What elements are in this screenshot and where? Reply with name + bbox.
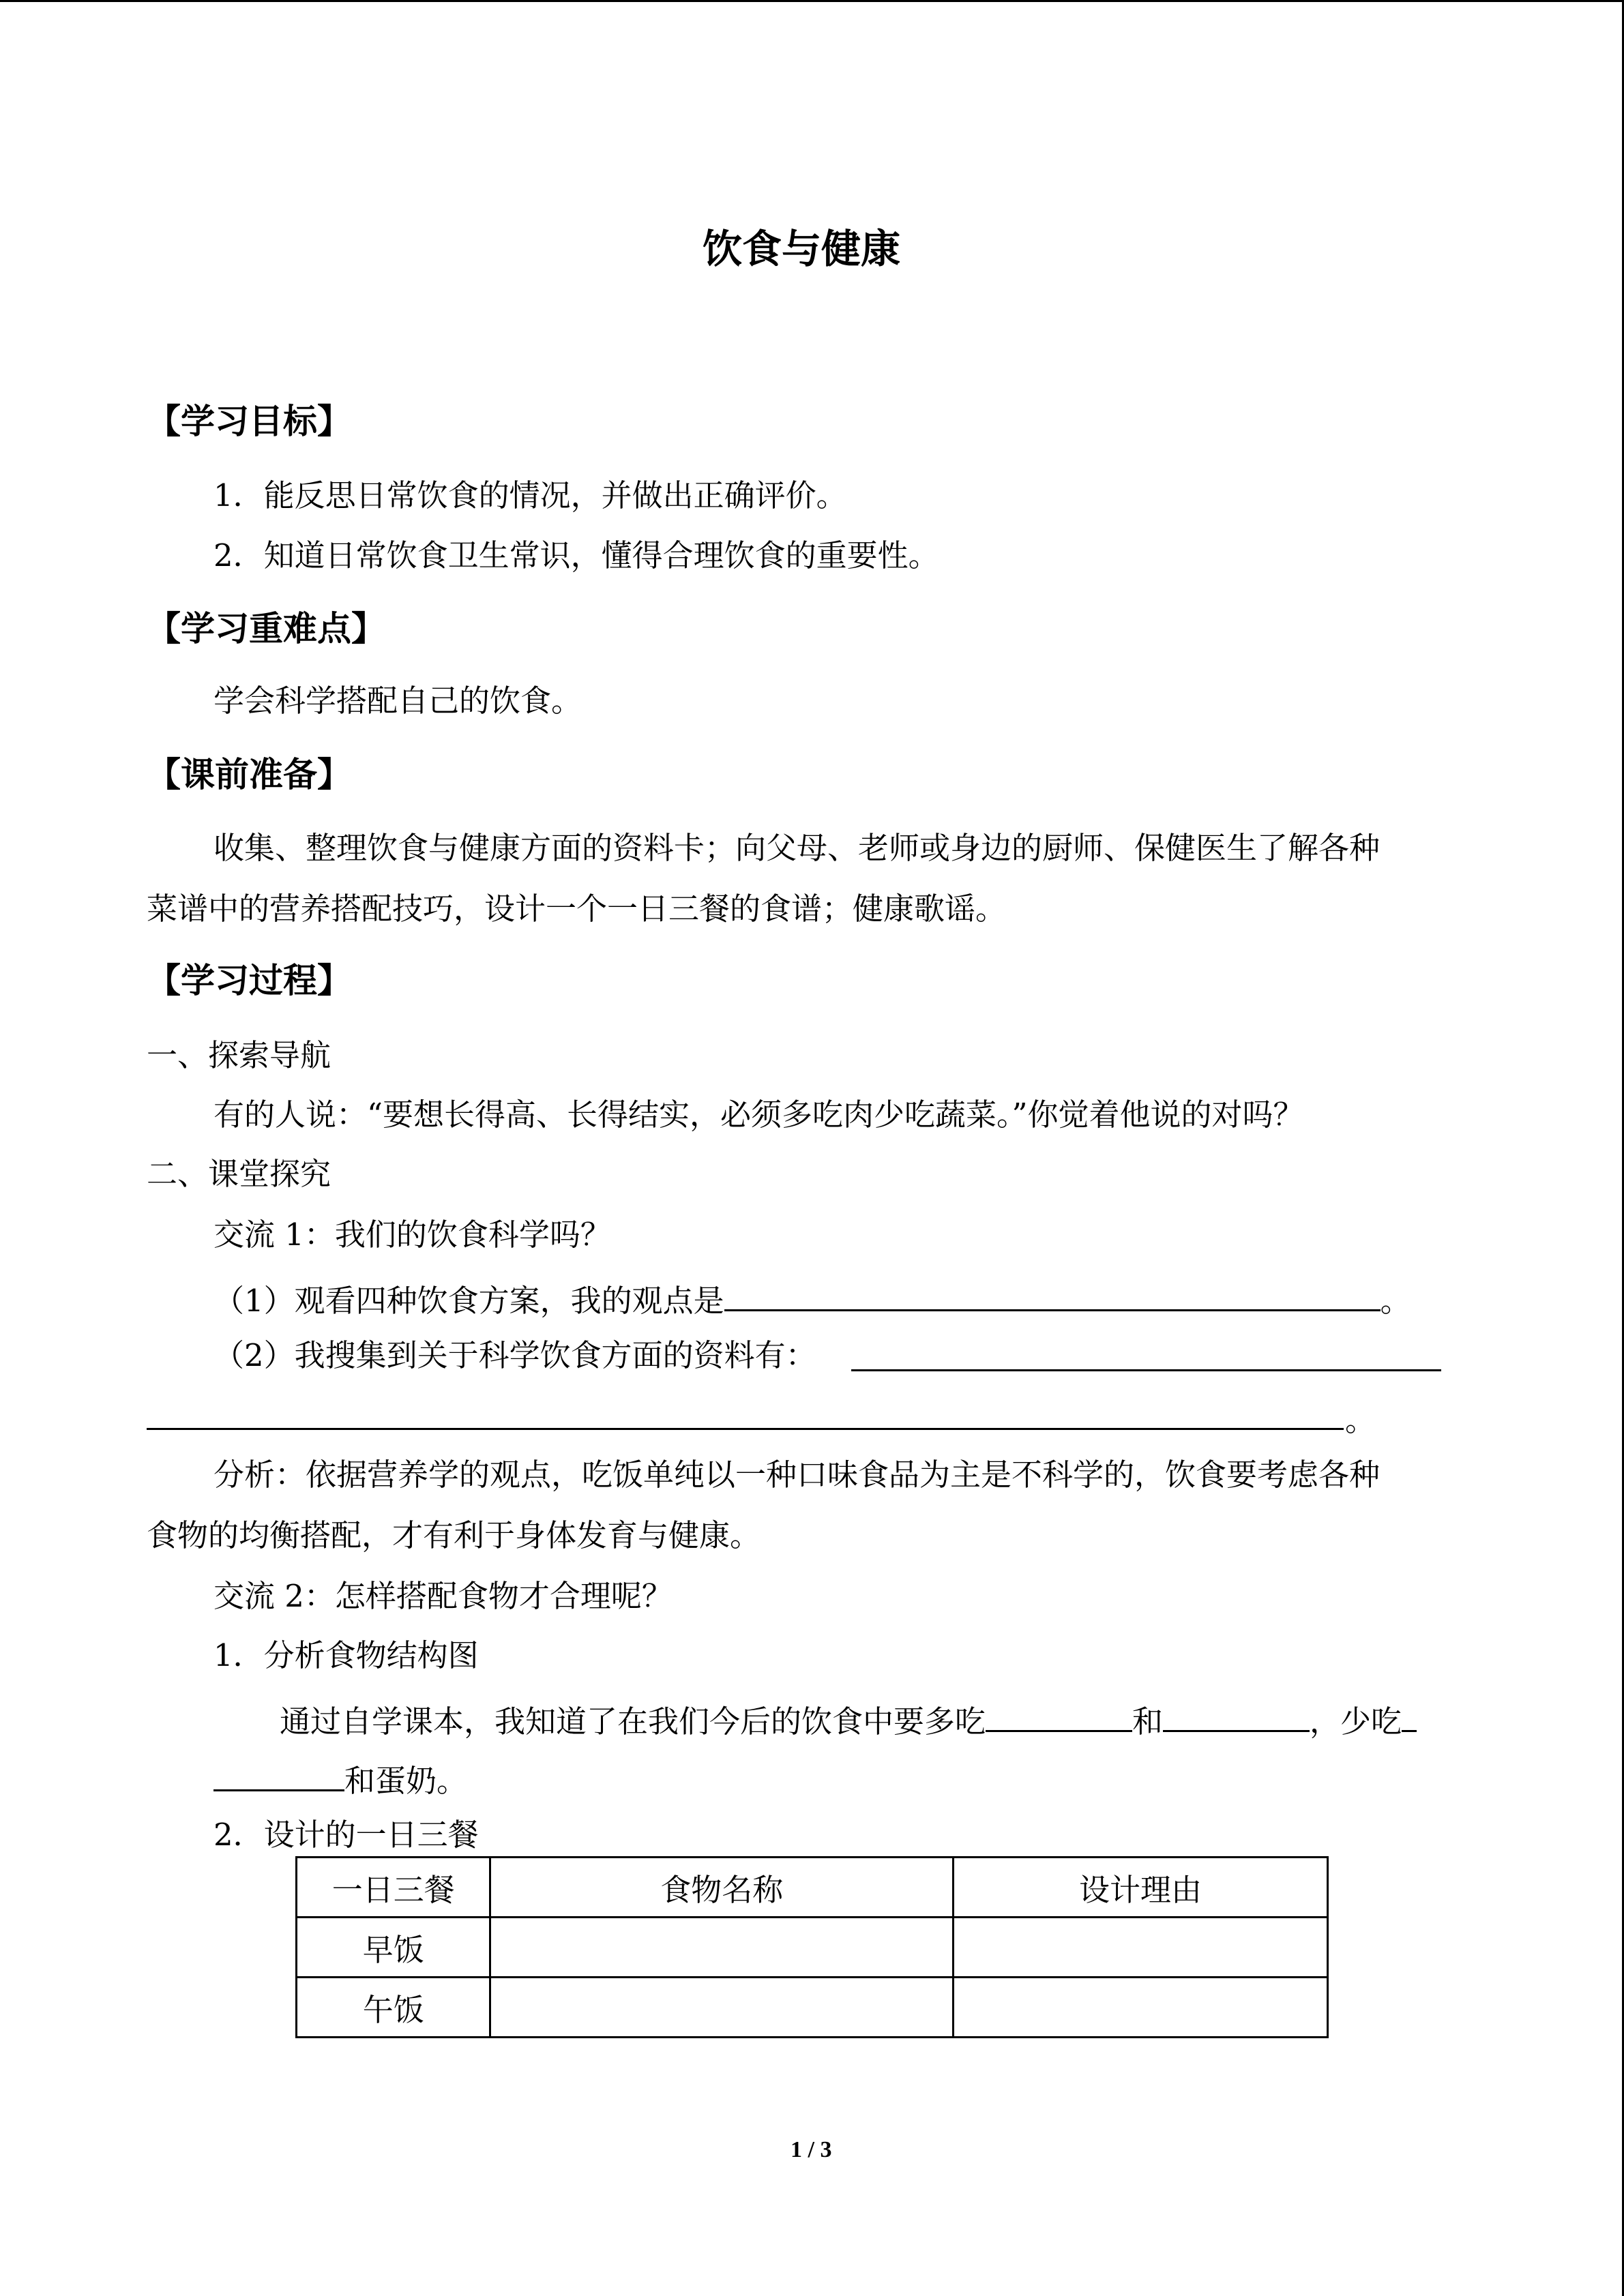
item-1-text: [280, 1700, 1417, 1740]
inquiry-heading: 二、课堂探究: [147, 1156, 331, 1192]
section-process: 【学习过程】: [147, 961, 351, 1000]
fill-blank-less[interactable]: [213, 1759, 344, 1791]
breakfast-reason-cell[interactable]: [954, 1918, 1328, 1978]
table-row: [297, 1918, 1328, 1978]
fill-blank-more-1[interactable]: [986, 1700, 1132, 1732]
page-title: 饮食与健康: [703, 226, 901, 272]
lunch-food-cell[interactable]: [490, 1978, 954, 2038]
meal-plan-table: [295, 1856, 1329, 2038]
answer-blank-2a[interactable]: [851, 1369, 1441, 1371]
item-1: 1．分析食物结构图: [213, 1637, 479, 1673]
page-number: 1 / 3: [791, 2137, 832, 2162]
item-1-text-line-2: [213, 1759, 468, 1799]
table-header-meal: 一日三餐: [297, 1858, 490, 1918]
exchange-1: 交流 1：我们的饮食科学吗？: [213, 1217, 611, 1253]
explore-heading: 一、探索导航: [147, 1037, 331, 1073]
table-row-label-breakfast: 早饭: [297, 1918, 490, 1978]
table-header-row: [297, 1858, 1328, 1918]
question-1-end: 。: [1380, 1283, 1411, 1319]
table-row: [297, 1978, 1328, 2038]
item-1-text-a: 通过自学课本，我知道了在我们今后的饮食中要多吃: [280, 1703, 986, 1740]
section-preparation: 【课前准备】: [147, 755, 351, 794]
explore-text: 有的人说：“要想长得高、长得结实，必须多吃肉少吃蔬菜。”你觉着他说的对吗？: [213, 1097, 1304, 1133]
breakfast-food-cell[interactable]: [490, 1918, 954, 1978]
section-key-points: 【学习重难点】: [147, 609, 385, 648]
fill-blank-more-2[interactable]: [1163, 1700, 1310, 1732]
question-1-text: （1）观看四种饮食方案，我的观点是: [213, 1283, 724, 1319]
preparation-line-1: 收集、整理饮食与健康方面的资料卡；向父母、老师或身边的厨师、保健医生了解各种: [213, 830, 1381, 866]
lunch-reason-cell[interactable]: [954, 1978, 1328, 2038]
table-row-label-lunch: 午饭: [297, 1978, 490, 2038]
table-header-reason: 设计理由: [954, 1858, 1328, 1918]
question-2-end: 。: [1345, 1402, 1376, 1438]
analysis-line-1: 分析：依据营养学的观点，吃饭单纯以一种口味食品为主是不科学的，饮食要考虑各种: [213, 1457, 1381, 1493]
question-2: [213, 1337, 816, 1373]
key-point-text: 学会科学搭配自己的饮食。: [213, 683, 582, 719]
item-1-text-c: ，少吃: [1310, 1703, 1402, 1740]
fill-blank-less-start[interactable]: [1402, 1700, 1417, 1732]
question-1: [213, 1279, 1411, 1319]
question-2-text: （2）我搜集到关于科学饮食方面的资料有：: [213, 1337, 816, 1373]
answer-blank-1[interactable]: [724, 1279, 1381, 1311]
exchange-2: 交流 2：怎样搭配食物才合理呢？: [213, 1578, 673, 1614]
item-1-text-b: 和: [1132, 1703, 1164, 1740]
page-top-border: [0, 0, 1624, 2]
answer-blank-2b[interactable]: [147, 1428, 1344, 1430]
preparation-line-2: 菜谱中的营养搭配技巧，设计一个一日三餐的食谱；健康歌谣。: [147, 891, 1007, 927]
objective-2: 2．知道日常饮食卫生常识，懂得合理饮食的重要性。: [213, 537, 939, 573]
item-1-text-d: 和蛋奶。: [344, 1763, 468, 1799]
section-objectives: 【学习目标】: [147, 402, 351, 441]
analysis-line-2: 食物的均衡搭配，才有利于身体发育与健康。: [147, 1517, 761, 1553]
item-2: 2．设计的一日三餐: [213, 1817, 479, 1853]
table-header-food: 食物名称: [490, 1858, 954, 1918]
objective-1: 1．能反思日常饮食的情况，并做出正确评价。: [213, 477, 847, 513]
